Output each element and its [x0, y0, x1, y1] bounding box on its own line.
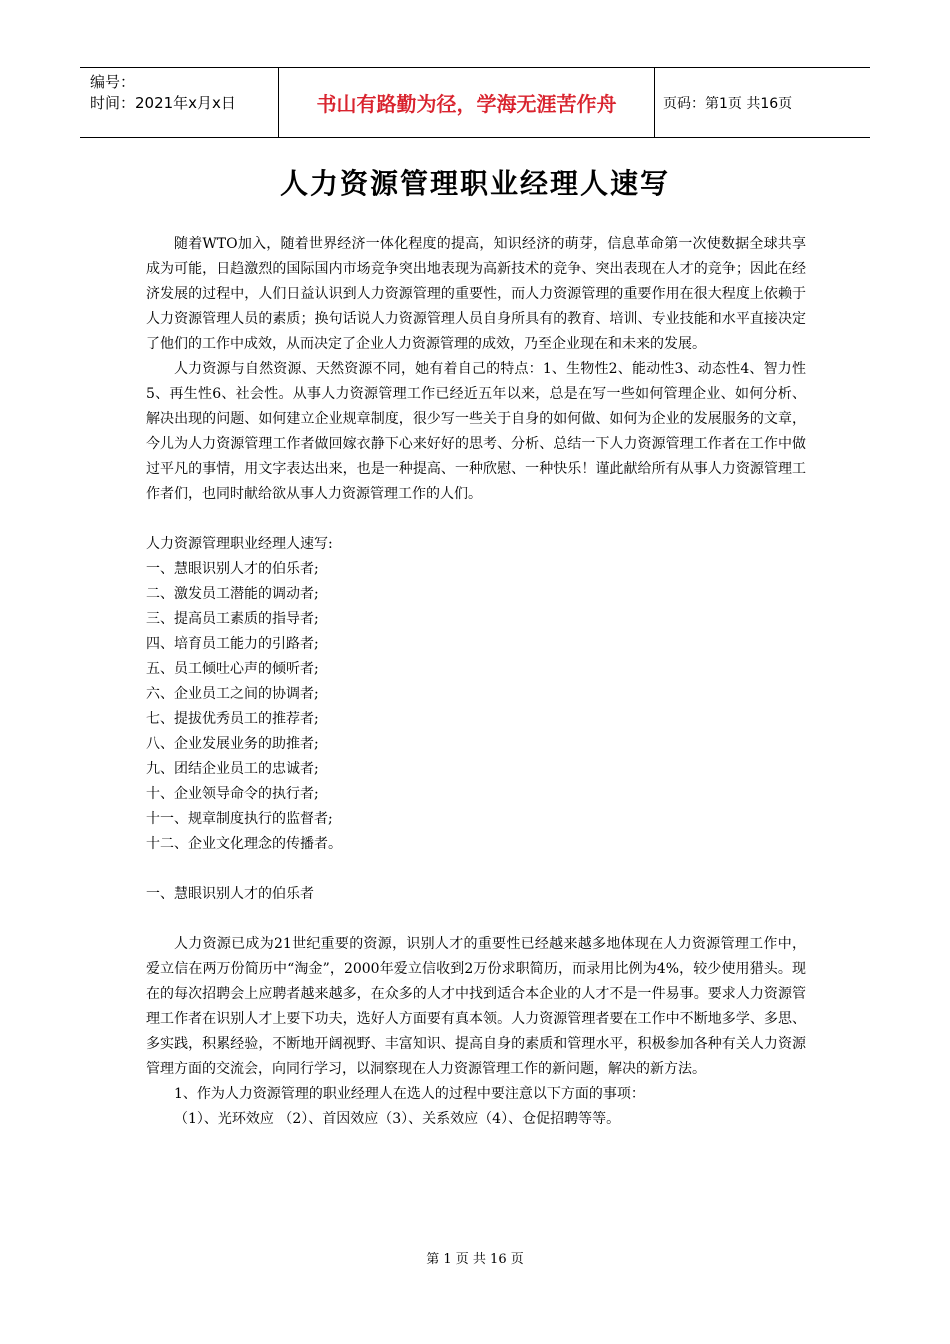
document-body	[146, 232, 806, 1132]
list-item: 十二、企业文化理念的传播者。	[146, 836, 342, 852]
list-item: 六、企业员工之间的协调者;	[146, 686, 319, 702]
intro-paragraph-1: 随着WTO加入，随着世界经济一体化程度的提高，知识经济的萌芽，信息革命第一次使数据全球共享成为可能，日趋激烈的国际国内市场竞争突出地表现为高新技术的竞争、突出表现在人才的竞争；因此在经济发展的过程中，人们日益认识到人力资源管理的重要性，而人力资源管理的重要作用在很大程度上依赖于人力资源管理人员的素质；换句话说人力资源管理人员自身所具有的教育、培训、专业技能和水平直接决定了他们的工作中成效，从而决定了企业人力资源管理的成效，乃至企业现在和未来的发展。	[146, 236, 806, 352]
page-footer: 第 1 页 共 16 页	[426, 1252, 524, 1267]
list-item: 十、企业领导命令的执行者;	[146, 786, 319, 802]
list-item: 九、团结企业员工的忠诚者;	[146, 761, 319, 777]
list-title: 人力资源管理职业经理人速写:	[146, 536, 333, 552]
header-motto: 书山有路勤为径，学海无涯苦作舟	[279, 68, 655, 137]
document-header	[80, 67, 870, 138]
document-number-label: 编号：	[90, 73, 136, 91]
section-1-title: 一、慧眼识别人才的伯乐者	[146, 886, 314, 902]
list-item: 四、培育员工能力的引路者;	[146, 636, 319, 652]
section-1-point: 1、作为人力资源管理的职业经理人在选人的过程中要注意以下方面的事项：	[174, 1086, 645, 1102]
page-title: 人力资源管理职业经理人速写	[279, 167, 670, 200]
header-page-info: 页码：第1页 共16页	[663, 95, 793, 112]
section-1-effects: （1）、光环效应 （2）、首因效应（3）、关系效应（4）、仓促招聘等等。	[174, 1111, 621, 1127]
section-1-paragraph: 人力资源已成为21世纪重要的资源，识别人才的重要性已经越来越多地体现在人力资源管理工作中，爱立信在两万份简历中“淘金”，2000年爱立信收到2万份求职简历，而录用比例为4%，较少使用猎头。现在的每次招聘会上应聘者越来越多，在众多的人才中找到适合本企业的人才不是一件易事。要求人力资源管理工作者在识别人才上要下功夫，选好人方面要有真本领。人力资源管理者要在工作中不断地多学、多思、多实践，积累经验，不断地开阔视野、丰富知识、提高自身的素质和管理水平，积极参加各种有关人力资源管理方面的交流会，向同行学习，以洞察现在人力资源管理工作的新问题，解决的新方法。	[146, 936, 806, 1077]
header-meta	[80, 68, 279, 137]
list-item: 五、员工倾吐心声的倾听者;	[146, 661, 319, 677]
intro-paragraph-2: 人力资源与自然资源、天然资源不同，她有着自己的特点：1、生物性2、能动性3、动态性4、智力性5、再生性6、社会性。从事人力资源管理工作已经近五年以来，总是在写一些如何管理企业、如何分析、解决出现的问题、如何建立企业规章制度，很少写一些关于自身的如何做、如何为企业的发展服务的文章，今儿为人力资源管理工作者做回嫁衣静下心来好好的思考、分析、总结一下人力资源管理工作者在工作中做过平凡的事情，用文字表达出来，也是一种提高、一种欣慰、一种快乐！谨此献给所有从事人力资源管理工作者们，也同时献给欲从事人力资源管理工作的人们。	[146, 361, 806, 502]
document-date: 时间：2021年x月x日	[90, 94, 236, 112]
list-item: 一、慧眼识别人才的伯乐者;	[146, 561, 319, 577]
list-item: 八、企业发展业务的助推者;	[146, 736, 319, 752]
list-item: 二、激发员工潜能的调动者;	[146, 586, 319, 602]
list-item: 十一、规章制度执行的监督者;	[146, 811, 333, 827]
list-item: 七、提拔优秀员工的推荐者;	[146, 711, 319, 727]
list-item: 三、提高员工素质的指导者;	[146, 611, 319, 627]
